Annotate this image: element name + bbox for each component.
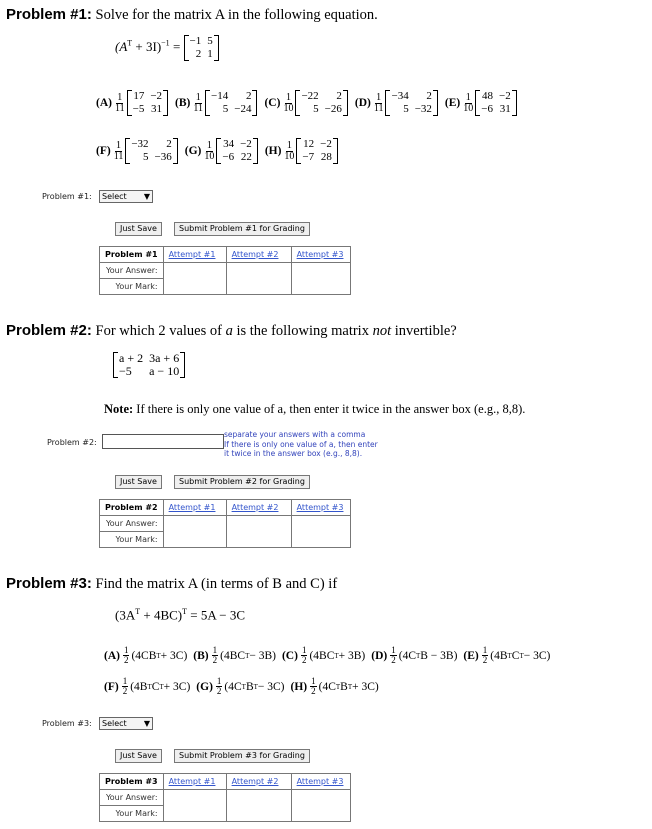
- problem-2-answer-input[interactable]: [102, 434, 224, 449]
- choice-fraction: $\frac{1}{2}$: [311, 676, 316, 696]
- choice-a: [96, 90, 168, 116]
- problem-2-hint: separate your answers with a comma If there is only one value of a, then enter it twice in the answer box (e.g., 8,8).: [224, 430, 378, 458]
- your-answer-label: Your Answer:: [100, 790, 164, 806]
- choice-label: (F): [104, 680, 119, 693]
- problem-2-attempts-table: [99, 499, 351, 548]
- problem-2-answer-label: Problem #2:: [47, 438, 97, 447]
- problem-3-choices-row-1: [104, 646, 556, 665]
- choice-e: [445, 90, 517, 116]
- choice-matrix: −32 2 5 −36: [125, 138, 177, 164]
- problem-1-equation: $(A^T + 3I)^{-1}$ = −1 5 2 1: [115, 35, 219, 61]
- choice-fraction: $\frac{1}{2}$: [216, 676, 222, 696]
- choice-fraction: $\frac{1}{2}$: [301, 645, 307, 665]
- choice-matrix: −34 2 5 −32: [385, 90, 437, 116]
- attempt-1-link[interactable]: Attempt #1: [168, 503, 216, 512]
- choice-matrix: 34 −2 −6 22: [216, 138, 257, 164]
- choice-fraction: $\frac{1}{10}$: [463, 91, 474, 114]
- choice-label: (B): [193, 649, 209, 662]
- choice-b: (B) $\frac{1}{2}$ (4BC T − 3B): [193, 645, 276, 665]
- attempts-header: Problem #2: [100, 500, 164, 516]
- attempt-3-cell: [291, 516, 350, 548]
- problem-1-equation-matrix: −1 5 2 1: [184, 35, 219, 61]
- choice-fraction: $\frac{1}{10}$: [283, 91, 294, 114]
- chevron-down-icon: ▼: [143, 719, 150, 728]
- choice-label: (E): [463, 649, 479, 662]
- attempts-header: Problem #3: [100, 774, 164, 790]
- your-mark-label: Your Mark:: [100, 806, 164, 822]
- choice-d: [355, 90, 438, 116]
- attempt-3-link[interactable]: Attempt #3: [296, 250, 344, 259]
- choice-matrix: 17 −2 −5 31: [127, 90, 168, 116]
- problem-1-just-save-button[interactable]: Just Save: [115, 222, 162, 236]
- problem-1-choices-row-2: [96, 138, 345, 164]
- choice-a: (A) $\frac{1}{2}$ (4CB T + 3C): [104, 645, 188, 665]
- problem-1-title: Problem #1: Solve for the matrix A in the following equation.: [6, 6, 378, 23]
- attempt-2-cell: [226, 790, 291, 822]
- problem-3-answer-label: Problem #3:: [42, 719, 92, 728]
- choice-matrix: 48 −2 −6 31: [475, 90, 516, 116]
- choice-label: (A): [96, 97, 112, 109]
- choice-fraction: $\frac{1}{2}$: [212, 645, 218, 665]
- chevron-down-icon: ▼: [143, 192, 150, 201]
- attempt-3-link[interactable]: Attempt #3: [296, 503, 344, 512]
- problem-1-attempts-table: [99, 246, 351, 295]
- choice-label: (E): [444, 97, 461, 109]
- choice-matrix: 12 −2 −7 28: [296, 138, 337, 164]
- choice-g: (G) $\frac{1}{2}$ (4C T B T − 3C): [196, 676, 285, 696]
- choice-label: (D): [371, 649, 388, 662]
- problem-2-submit-button[interactable]: Submit Problem #2 for Grading: [174, 475, 310, 489]
- choice-fraction: $\frac{1}{11}$: [113, 139, 124, 162]
- attempt-1-link[interactable]: Attempt #1: [168, 777, 216, 786]
- attempt-1-cell: [163, 263, 226, 295]
- attempt-2-link[interactable]: Attempt #2: [231, 503, 279, 512]
- choice-fraction: $\frac{1}{2}$: [123, 645, 129, 665]
- choice-label: (A): [104, 649, 120, 662]
- attempt-3-cell: [291, 263, 350, 295]
- problem-3-choices-row-2: [104, 677, 385, 696]
- attempt-1-cell: [163, 516, 226, 548]
- problem-3-attempts-table: [99, 773, 351, 822]
- problem-3-submit-button[interactable]: Submit Problem #3 for Grading: [174, 749, 310, 763]
- problem-1-submit-button[interactable]: Submit Problem #1 for Grading: [174, 222, 310, 236]
- choice-f: (F) $\frac{1}{2}$ (4B T C T + 3C): [104, 676, 191, 696]
- choice-fraction: $\frac{1}{2}$: [122, 676, 128, 696]
- choice-label: (C): [264, 97, 281, 109]
- choice-h: (H) $\frac{1}{2}$ (4C T B T + 3C): [290, 676, 379, 696]
- choice-fraction: $\frac{1}{10}$: [284, 139, 295, 162]
- choice-h: [265, 138, 338, 164]
- problem-2-title: Problem #2: For which 2 values of a is the following matrix not invertible?: [6, 322, 457, 339]
- problem-2-matrix: a + 2 3a + 6 −5 a − 10: [113, 352, 185, 378]
- problem-2-just-save-button[interactable]: Just Save: [115, 475, 162, 489]
- problem-3-just-save-button[interactable]: Just Save: [115, 749, 162, 763]
- choice-c: [264, 90, 347, 116]
- problem-2-note: Note: If there is only one value of a, then enter it twice in the answer box (e.g., 8,8).: [104, 402, 526, 416]
- choice-c: (C) $\frac{1}{2}$ (4BC T + 3B): [281, 645, 366, 665]
- choice-fraction: $\frac{1}{11}$: [373, 91, 384, 114]
- choice-label: (G): [196, 680, 213, 693]
- choice-f: [96, 138, 178, 164]
- choice-fraction: $\frac{1}{11}$: [193, 91, 204, 114]
- choice-d: (D) $\frac{1}{2}$ (4C T B − 3B): [371, 645, 458, 665]
- problem-3-title: Problem #3: Find the matrix A (in terms of B and C) if: [6, 575, 338, 592]
- attempt-1-link[interactable]: Attempt #1: [168, 250, 216, 259]
- choice-b: [175, 90, 257, 116]
- choice-label: (B): [175, 97, 191, 109]
- problem-3-select[interactable]: Select ▼: [99, 717, 153, 730]
- choice-label: (C): [281, 649, 298, 662]
- attempt-2-link[interactable]: Attempt #2: [231, 250, 279, 259]
- choice-g: [185, 138, 258, 164]
- attempt-2-cell: [226, 516, 291, 548]
- problem-1-select[interactable]: Select ▼: [99, 190, 153, 203]
- choice-matrix: −22 2 5 −26: [295, 90, 347, 116]
- your-answer-label: Your Answer:: [100, 516, 164, 532]
- choice-fraction: $\frac{1}{2}$: [482, 645, 488, 665]
- attempts-header: Problem #1: [100, 247, 164, 263]
- choice-label: (H): [290, 680, 308, 693]
- choice-fraction: $\frac{1}{11}$: [114, 91, 125, 114]
- your-mark-label: Your Mark:: [100, 532, 164, 548]
- attempt-3-cell: [291, 790, 350, 822]
- choice-fraction: $\frac{1}{10}$: [204, 139, 215, 162]
- attempt-1-cell: [163, 790, 226, 822]
- attempt-3-link[interactable]: Attempt #3: [296, 777, 344, 786]
- choice-label: (F): [96, 145, 111, 157]
- choice-label: (H): [264, 145, 282, 157]
- choice-fraction: $\frac{1}{2}$: [391, 645, 396, 665]
- problem-3-equation: $(3A^T + 4BC)^T = 5A - 3C$: [115, 607, 246, 623]
- attempt-2-cell: [226, 263, 291, 295]
- problem-1-choices-row-1: [96, 90, 524, 116]
- choice-e: (E) $\frac{1}{2}$ (4B T C T − 3C): [463, 645, 551, 665]
- problem-1-answer-label: Problem #1:: [42, 192, 92, 201]
- choice-label: (D): [354, 97, 371, 109]
- your-answer-label: Your Answer:: [100, 263, 164, 279]
- choice-matrix: −14 2 5 −24: [205, 90, 257, 116]
- attempt-2-link[interactable]: Attempt #2: [231, 777, 279, 786]
- your-mark-label: Your Mark:: [100, 279, 164, 295]
- choice-label: (G): [184, 145, 202, 157]
